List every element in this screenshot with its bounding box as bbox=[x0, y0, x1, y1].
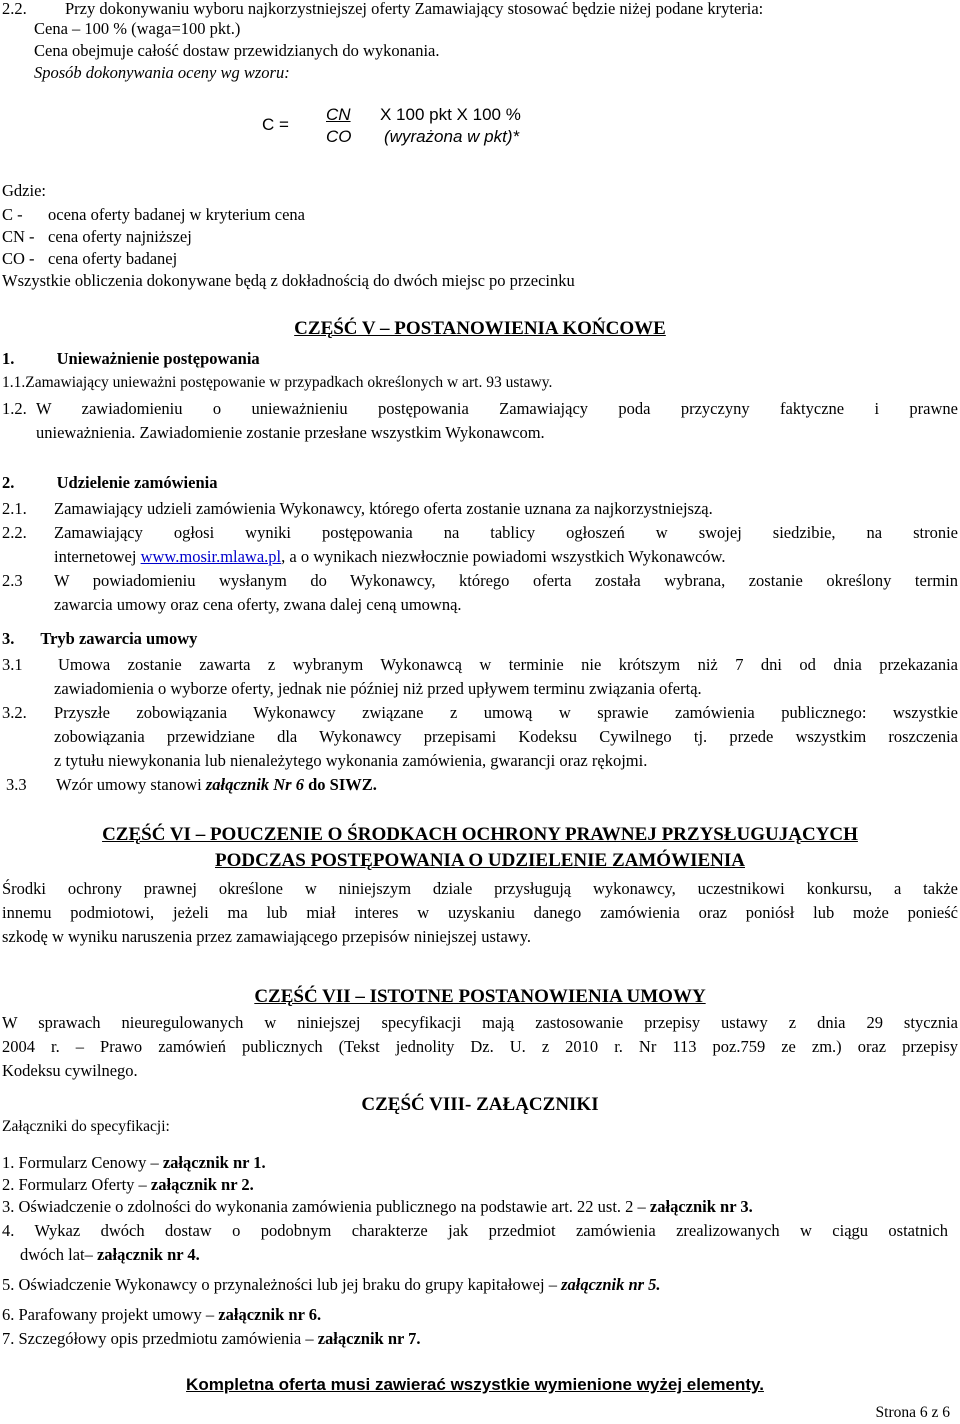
line-text: internetowej bbox=[54, 547, 141, 566]
part5-2-2-line2 bbox=[54, 546, 726, 568]
part6-line2: innemu podmiotowi, jeżeli ma lub miał interes w uzyskaniu danego zamówienia oraz poniósł lub może ponieść bbox=[2, 903, 958, 922]
attachment-text: 3. Oświadczenie o zdolności do wykonania zamówienia publicznego na podstawie art. 22 ust. 2 – bbox=[2, 1197, 650, 1216]
part7-line1: W sprawach nieuregulowanych w niniejszej specyfikacji mają zastosowanie przepisy ustawy z dnia 29 stycznia bbox=[2, 1013, 958, 1032]
item-number: 2.1. bbox=[2, 499, 27, 518]
part5-section-1 bbox=[2, 348, 260, 370]
attachment-item-1 bbox=[2, 1152, 266, 1174]
part5-3-2-number: 3.2. bbox=[2, 703, 27, 722]
attachments-intro: Załączniki do specyfikacji: bbox=[2, 1118, 170, 1135]
attachment-text: 5. Oświadczenie Wykonawcy o przynależności lub jej braku do grupy kapitałowej – bbox=[2, 1275, 562, 1294]
part5-3-3 bbox=[6, 774, 377, 796]
part5-3-1-line2: zawiadomienia o wyborze oferty, jednak nie później niż przed upływem terminu związania ofertą. bbox=[54, 679, 702, 698]
definition-desc: cena oferty najniższej bbox=[48, 227, 192, 246]
formula-denominator: CO bbox=[326, 127, 352, 146]
attachment-ref: załącznik nr 7. bbox=[317, 1329, 421, 1348]
criteria-line-1 bbox=[2, 0, 763, 20]
part5-2-3-line2: zawarcia umowy oraz cena oferty, zwana dalej ceną umowną. bbox=[54, 595, 462, 614]
section-title: Udzielenie zamówienia bbox=[56, 473, 218, 492]
part7-line2: 2004 r. – Prawo zamówień publicznych (Tekst jednolity Dz. U. z 2010 r. Nr 113 poz.759 ze zm.) oraz przepisy bbox=[2, 1037, 958, 1056]
attachment-item-4-line2 bbox=[20, 1244, 200, 1266]
part7-title: CZĘŚĆ VII – ISTOTNE POSTANOWIENIA UMOWY bbox=[254, 986, 706, 1007]
section-number: 2. bbox=[2, 473, 15, 492]
section-title: Unieważnienie postępowania bbox=[56, 349, 260, 368]
attachment-item-3 bbox=[2, 1196, 753, 1218]
attachment-item-4-line1: 4. Wykaz dwóch dostaw o podobnym charakterze jak przedmiot zamówienia zrealizowanych w ciągu ostatnich bbox=[2, 1221, 948, 1240]
part5-2-3-line1: W powiadomieniu wysłanym do Wykonawcy, którego oferta została wybrana, zostanie określony termin bbox=[54, 571, 958, 590]
attachment-item-2 bbox=[2, 1174, 254, 1196]
part8-title: CZĘŚĆ VIII- ZAŁĄCZNIKI bbox=[361, 1094, 599, 1115]
part6-title-line1: CZĘŚĆ VI – POUCZENIE O ŚRODKACH OCHRONY PRAWNEJ PRZYSŁUGUJĄCYCH bbox=[102, 824, 858, 845]
part5-section-2 bbox=[2, 472, 217, 494]
part5-1-2-number: 1.2. bbox=[2, 399, 27, 418]
attachment-item-5 bbox=[2, 1274, 661, 1296]
attachment-ref: załącznik nr 3. bbox=[649, 1197, 753, 1216]
attachment-ref: załącznik nr 1. bbox=[162, 1153, 266, 1172]
part5-3-1-line1: Umowa zostanie zawarta z wybranym Wykonawcą w terminie nie krótszym niż 7 dni od dnia przekazania bbox=[58, 655, 958, 674]
part5-1-2-line1: W zawiadomieniu o unieważnieniu postępowania Zamawiający poda przyczyny faktyczne i prawne bbox=[36, 399, 958, 418]
section-number: 3. bbox=[2, 629, 15, 648]
part5-3-2-line1: Przyszłe zobowiązania Wykonawcy związane z umową w sprawie zamówienia publicznego: wszystkie bbox=[54, 703, 958, 722]
formula-note: (wyrażona w pkt)* bbox=[384, 127, 520, 146]
attachment-item-7 bbox=[2, 1328, 421, 1350]
part6-line3: szkodę w wyniku naruszenia przez zamawiającego przepisów niniejszej ustawy. bbox=[2, 927, 532, 946]
attachment-text: 2. Formularz Oferty – bbox=[2, 1175, 151, 1194]
definition-item bbox=[2, 248, 177, 270]
evaluation-method: Sposób dokonywania oceny wg wzoru: bbox=[34, 63, 290, 82]
part5-2-3-number: 2.3 bbox=[2, 571, 23, 590]
website-link[interactable]: www.mosir.mlawa.pl bbox=[140, 547, 282, 566]
item-text: Zamawiający udzieli zamówienia Wykonawcy, którego oferta zostanie uznana za najkorzystniejszą. bbox=[54, 499, 713, 518]
item-text: Wzór umowy stanowi bbox=[56, 775, 206, 794]
attachment-text: 1. Formularz Cenowy – bbox=[2, 1153, 163, 1172]
formula-lhs: C = bbox=[262, 115, 289, 134]
definition-term: CN - bbox=[2, 227, 35, 246]
attachment-item-6 bbox=[2, 1304, 321, 1326]
definition-item bbox=[2, 204, 305, 226]
formula-multiplier: X 100 pkt X 100 % bbox=[380, 105, 521, 124]
part5-3-2-line3: z tytułu niewykonania lub nienależytego wykonania zamówienia, gwarancji oraz rękojmi. bbox=[54, 751, 648, 770]
criteria-number: 2.2. bbox=[2, 0, 27, 18]
attachment-text: 6. Parafowany projekt umowy – bbox=[2, 1305, 219, 1324]
definition-item bbox=[2, 226, 192, 248]
part5-3-1-number: 3.1 bbox=[2, 655, 23, 674]
attachment-ref: załącznik Nr 6 bbox=[205, 775, 304, 794]
criteria-price-weight: Cena – 100 % (waga=100 pkt.) bbox=[34, 19, 241, 38]
definition-desc: cena oferty badanej bbox=[48, 249, 178, 268]
criteria-price-scope: Cena obejmuje całość dostaw przewidzianych do wykonania. bbox=[34, 41, 440, 60]
attachment-text: 7. Szczegółowy opis przedmiotu zamówienia – bbox=[2, 1329, 318, 1348]
part5-section-3 bbox=[2, 628, 197, 650]
part5-title: CZĘŚĆ V – POSTANOWIENIA KOŃCOWE bbox=[294, 318, 666, 339]
part5-1-2-line2: unieważnienia. Zawiadomienie zostanie przesłane wszystkim Wykonawcom. bbox=[36, 423, 545, 442]
definition-term: CO - bbox=[2, 249, 35, 268]
definition-desc: ocena oferty badanej w kryterium cena bbox=[48, 205, 305, 224]
attachment-text: dwóch lat– bbox=[20, 1245, 97, 1264]
precision-note: Wszystkie obliczenia dokonywane będą z dokładnością do dwóch miejsc po przecinku bbox=[2, 271, 575, 290]
part5-2-1 bbox=[2, 498, 713, 520]
formula-numerator: CN bbox=[326, 105, 351, 124]
attachment-ref: załącznik nr 4. bbox=[96, 1245, 200, 1264]
part7-line3: Kodeksu cywilnego. bbox=[2, 1061, 138, 1080]
completeness-notice: Kompletna oferta musi zawierać wszystkie wymienione wyżej elementy. bbox=[186, 1375, 764, 1394]
section-title: Tryb zawarcia umowy bbox=[40, 629, 198, 648]
attachment-ref: załącznik nr 2. bbox=[150, 1175, 254, 1194]
definition-term: C - bbox=[2, 205, 23, 224]
line-text: , a o wynikach niezwłocznie powiadomi wszystkich Wykonawców. bbox=[281, 547, 726, 566]
part6-line1: Środki ochrony prawnej określone w niniejszym dziale przysługują wykonawcy, uczestnikowi konkursu, a także bbox=[2, 879, 958, 898]
criteria-intro: Przy dokonywaniu wyboru najkorzystniejszej oferty Zamawiający stosować będzie niżej podane kryteria: bbox=[65, 0, 764, 18]
part5-3-2-line2: zobowiązania przewidziane dla Wykonawcy przepisami Kodeksu Cywilnego tj. przede wszystkim roszczenia bbox=[54, 727, 958, 746]
item-number: 3.3 bbox=[6, 775, 27, 794]
part6-title-line2: PODCZAS POSTĘPOWANIA O UDZIELENIE ZAMÓWIENIA bbox=[215, 850, 745, 871]
part5-2-2-line1: Zamawiający ogłosi wyniki postępowania na tablicy ogłoszeń w swojej siedzibie, na stronie bbox=[54, 523, 958, 542]
page-number: Strona 6 z 6 bbox=[875, 1404, 950, 1421]
section-number: 1. bbox=[2, 349, 15, 368]
part5-2-2-number: 2.2. bbox=[2, 523, 27, 542]
item-text: do SIWZ. bbox=[303, 775, 377, 794]
attachment-ref: załącznik nr 6. bbox=[218, 1305, 322, 1324]
definitions-heading: Gdzie: bbox=[2, 181, 46, 200]
attachment-ref: załącznik nr 5. bbox=[561, 1275, 661, 1294]
part5-1-1: 1.1.Zamawiający unieważni postępowanie w przypadkach określonych w art. 93 ustawy. bbox=[2, 374, 553, 391]
